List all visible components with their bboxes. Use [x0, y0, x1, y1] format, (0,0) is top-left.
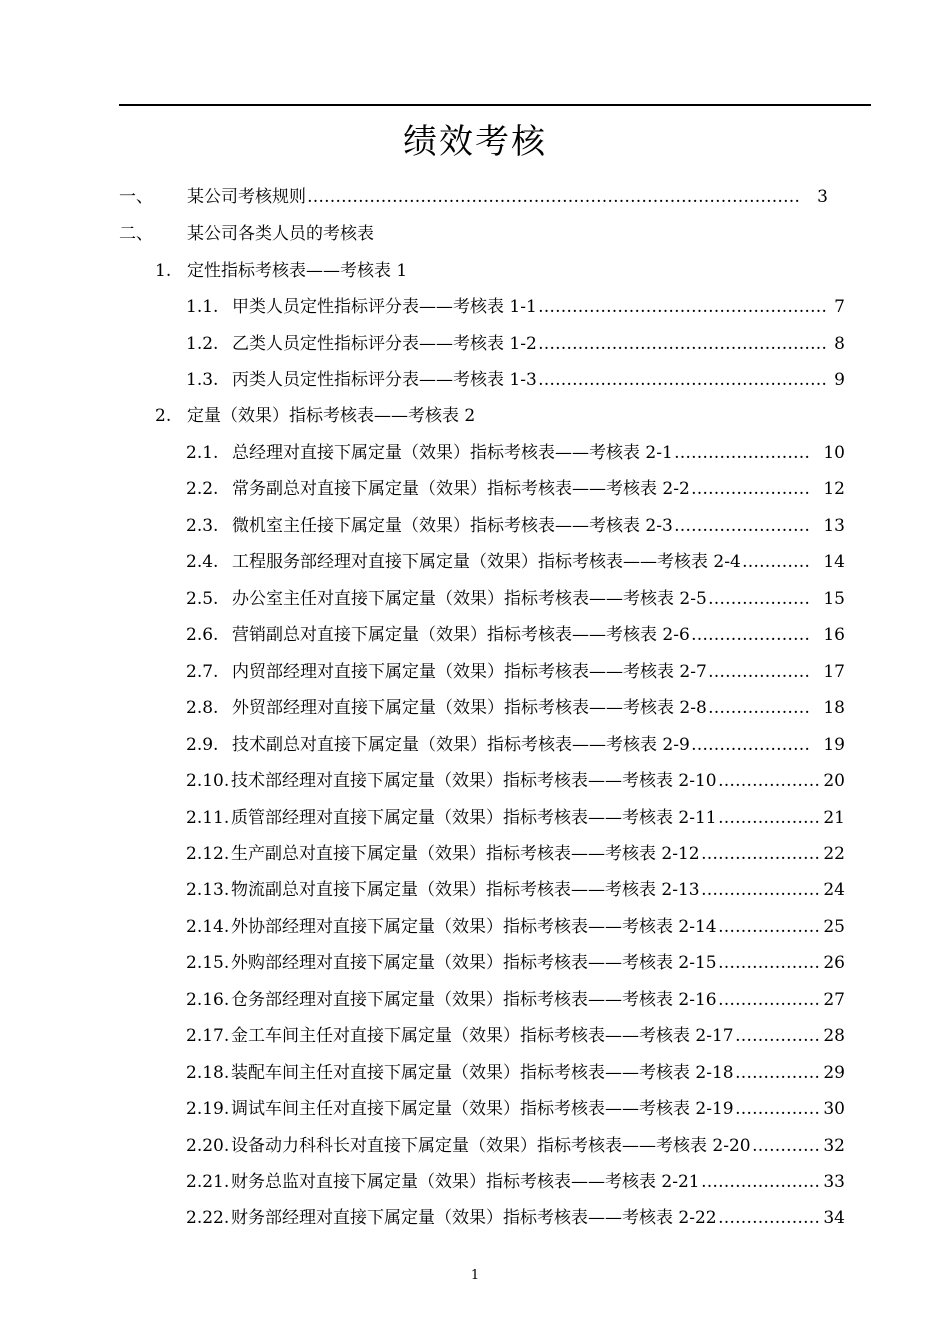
toc-entry-number: 2.2.	[186, 479, 219, 500]
toc-entry-number: 1.1.	[186, 297, 219, 317]
toc-page-number: 13	[823, 515, 845, 536]
toc-leader-dots: ……………	[735, 1026, 820, 1047]
toc-page-number: 17	[823, 661, 845, 682]
toc-entry-label: 外购部经理对直接下属定量（效果）指标考核表——考核表 2-15	[231, 953, 717, 974]
toc-entry[interactable]	[186, 841, 845, 867]
toc-entry[interactable]	[186, 476, 845, 502]
document-title: 绩效考核	[403, 122, 547, 162]
toc-leader-dots: ………………	[718, 807, 820, 828]
toc-entry-number: 2.17.	[186, 1026, 230, 1047]
toc-entry-label: 仓务部经理对直接下属定量（效果）指标考核表——考核表 2-16	[231, 989, 717, 1010]
toc-entry-number: 2.10.	[186, 771, 230, 792]
toc-entry-label: 财务总监对直接下属定量（效果）指标考核表——考核表 2-21	[231, 1172, 700, 1192]
toc-page-number: 20	[823, 771, 845, 792]
toc-leader-dots: ……………………………………………	[538, 297, 827, 317]
toc-subsection-number: 1.	[155, 261, 172, 281]
toc-subsection-label: 定量（效果）指标考核表——考核表 2	[187, 406, 476, 426]
toc-entry-label: 物流副总对直接下属定量（效果）指标考核表——考核表 2-13	[231, 880, 700, 901]
toc-subsection-label: 定性指标考核表——考核表 1	[187, 261, 408, 281]
header-rule	[119, 104, 871, 106]
toc-leader-dots: …………………	[691, 734, 810, 755]
toc-entry[interactable]	[186, 513, 845, 539]
toc-page-number: 32	[823, 1135, 845, 1156]
toc-leader-dots: …………………	[691, 479, 810, 500]
toc-entry-label: 金工车间主任对直接下属定量（效果）指标考核表——考核表 2-17	[231, 1026, 734, 1047]
toc-page-number: 3	[817, 187, 828, 207]
toc-leader-dots: ………………	[708, 698, 810, 719]
toc-entry-number: 2.8.	[186, 698, 219, 719]
toc-entry-number: 1.3.	[186, 370, 219, 390]
toc-entry-number: 2.16.	[186, 989, 230, 1010]
toc-leader-dots: …………	[752, 1135, 820, 1156]
toc-entry-label: 乙类人员定性指标评分表——考核表 1-2	[232, 333, 537, 354]
toc-entry-number: 2.20.	[186, 1135, 230, 1156]
toc-entry-number: 2.6.	[186, 625, 219, 646]
toc-entry[interactable]	[186, 805, 845, 831]
toc-leader-dots: …………………	[701, 843, 820, 864]
toc-leader-dots: ………………	[718, 916, 820, 937]
footer-page-number: 1	[470, 1268, 480, 1283]
toc-page-number: 8	[834, 333, 845, 354]
toc-page-number: 30	[823, 1099, 845, 1120]
toc-entry[interactable]	[186, 586, 845, 612]
toc-section-label: 某公司考核规则	[187, 187, 306, 207]
toc-entry[interactable]	[186, 294, 845, 320]
toc-entry-label: 生产副总对直接下属定量（效果）指标考核表——考核表 2-12	[231, 843, 700, 864]
toc-entry[interactable]	[186, 1169, 845, 1195]
toc-entry-number: 2.19.	[186, 1099, 230, 1120]
toc-section-1[interactable]	[119, 184, 828, 210]
toc-entry-number: 2.12.	[186, 843, 230, 864]
toc-leader-dots: ……………………	[674, 515, 810, 536]
toc-entry-number: 2.14.	[186, 916, 230, 937]
toc-entry-number: 2.22.	[186, 1208, 230, 1229]
toc-page-number: 15	[823, 588, 845, 609]
toc-page-number: 26	[823, 953, 845, 974]
toc-entry[interactable]	[186, 987, 845, 1013]
toc-entry-number: 2.1.	[186, 443, 219, 463]
toc-section-number: 二、	[119, 224, 153, 244]
toc-entry-number: 2.18.	[186, 1062, 230, 1083]
toc-entry[interactable]	[186, 659, 845, 685]
toc-entry-label: 营销副总对直接下属定量（效果）指标考核表——考核表 2-6	[232, 625, 690, 646]
toc-page-number: 24	[823, 880, 845, 901]
toc-entry[interactable]	[186, 877, 845, 903]
toc-page-number: 28	[823, 1026, 845, 1047]
toc-leader-dots: …………………	[701, 1172, 820, 1192]
toc-page-number: 27	[823, 989, 845, 1010]
toc-entry-number: 2.3.	[186, 515, 219, 536]
toc-entry-label: 装配车间主任对直接下属定量（效果）指标考核表——考核表 2-18	[231, 1062, 734, 1083]
toc-page-number: 9	[834, 370, 845, 390]
toc-leader-dots: ……………………………………………	[538, 333, 827, 354]
toc-page-number: 34	[823, 1208, 845, 1229]
toc-entry[interactable]	[186, 440, 845, 466]
toc-entry-label: 甲类人员定性指标评分表——考核表 1-1	[232, 297, 537, 317]
toc-leader-dots: ……………………………………………………………………………	[307, 187, 800, 207]
toc-page-number: 19	[823, 734, 845, 755]
toc-entry-label: 财务部经理对直接下属定量（效果）指标考核表——考核表 2-22	[231, 1208, 717, 1229]
toc-entry[interactable]	[186, 1133, 845, 1159]
toc-entry-label: 外协部经理对直接下属定量（效果）指标考核表——考核表 2-14	[231, 916, 717, 937]
toc-entry[interactable]	[186, 1023, 845, 1049]
toc-entry-number: 2.5.	[186, 588, 219, 609]
toc-entry-label: 质管部经理对直接下属定量（效果）指标考核表——考核表 2-11	[231, 807, 717, 828]
toc-entry-label: 工程服务部经理对直接下属定量（效果）指标考核表——考核表 2-4	[232, 552, 741, 573]
toc-page-number: 29	[823, 1062, 845, 1083]
toc-entry-number: 2.4.	[186, 552, 219, 573]
toc-leader-dots: ………………	[718, 953, 820, 974]
toc-entry-label: 外贸部经理对直接下属定量（效果）指标考核表——考核表 2-8	[232, 698, 707, 719]
toc-entry-number: 2.21.	[186, 1172, 230, 1192]
toc-entry[interactable]	[186, 950, 845, 976]
toc-entry[interactable]	[186, 331, 845, 357]
toc-page-number: 7	[834, 297, 845, 317]
toc-section-2[interactable]	[119, 221, 828, 247]
toc-leader-dots: …………	[742, 552, 810, 573]
toc-entry-number: 2.11.	[186, 807, 230, 828]
toc-entry-label: 内贸部经理对直接下属定量（效果）指标考核表——考核表 2-7	[232, 661, 707, 682]
toc-entry[interactable]	[186, 695, 845, 721]
toc-leader-dots: ………………	[708, 588, 810, 609]
toc-entry-number: 2.15.	[186, 953, 230, 974]
toc-entry[interactable]	[186, 732, 845, 758]
toc-subsection-1[interactable]	[155, 258, 845, 284]
toc-leader-dots: ……………………	[674, 443, 810, 463]
toc-page-number: 12	[823, 479, 845, 500]
toc-entry-label: 丙类人员定性指标评分表——考核表 1-3	[232, 370, 537, 390]
toc-subsection-number: 2.	[155, 406, 172, 426]
toc-entry-label: 微机室主任接下属定量（效果）指标考核表——考核表 2-3	[232, 515, 673, 536]
toc-entry-label: 调试车间主任对直接下属定量（效果）指标考核表——考核表 2-19	[231, 1099, 734, 1120]
toc-entry[interactable]	[186, 768, 845, 794]
toc-leader-dots: ………………	[708, 661, 810, 682]
toc-page-number: 18	[823, 698, 845, 719]
toc-leader-dots: …………………	[701, 880, 820, 901]
toc-leader-dots: …………………	[691, 625, 810, 646]
toc-entry-label: 常务副总对直接下属定量（效果）指标考核表——考核表 2-2	[232, 479, 690, 500]
toc-leader-dots: ………………	[718, 989, 820, 1010]
toc-subsection-2[interactable]	[155, 403, 845, 429]
toc-leader-dots: ………………	[718, 1208, 820, 1229]
toc-entry-number: 2.13.	[186, 880, 230, 901]
toc-leader-dots: ……………………………………………	[538, 370, 827, 390]
toc-entry[interactable]	[186, 914, 845, 940]
toc-entry-number: 1.2.	[186, 333, 219, 354]
toc-section-label: 某公司各类人员的考核表	[187, 224, 374, 244]
toc-entry-label: 技术副总对直接下属定量（效果）指标考核表——考核表 2-9	[232, 734, 690, 755]
toc-entry[interactable]	[186, 549, 845, 575]
toc-leader-dots: ………………	[718, 771, 820, 792]
toc-leader-dots: ……………	[735, 1099, 820, 1120]
toc-page-number: 22	[823, 843, 845, 864]
toc-page-number: 21	[823, 807, 845, 828]
toc-entry-label: 技术部经理对直接下属定量（效果）指标考核表——考核表 2-10	[231, 771, 717, 792]
toc-entry-number: 2.7.	[186, 661, 219, 682]
toc-page-number: 33	[823, 1172, 845, 1192]
toc-page-number: 14	[823, 552, 845, 573]
toc-page-number: 16	[823, 625, 845, 646]
toc-page-number: 10	[823, 443, 845, 463]
toc-entry[interactable]	[186, 622, 845, 648]
toc-entry[interactable]	[186, 367, 845, 393]
toc-entry-label: 设备动力科科长对直接下属定量（效果）指标考核表——考核表 2-20	[231, 1135, 751, 1156]
toc-page-number: 25	[823, 916, 845, 937]
toc-entry-label: 办公室主任对直接下属定量（效果）指标考核表——考核表 2-5	[232, 588, 707, 609]
toc-entry[interactable]	[186, 1205, 845, 1231]
toc-entry[interactable]	[186, 1060, 845, 1086]
toc-entry-number: 2.9.	[186, 734, 219, 755]
toc-leader-dots: ……………	[735, 1062, 820, 1083]
toc-entry[interactable]	[186, 1096, 845, 1122]
toc-entry-label: 总经理对直接下属定量（效果）指标考核表——考核表 2-1	[232, 443, 673, 463]
toc-section-number: 一、	[119, 187, 153, 207]
